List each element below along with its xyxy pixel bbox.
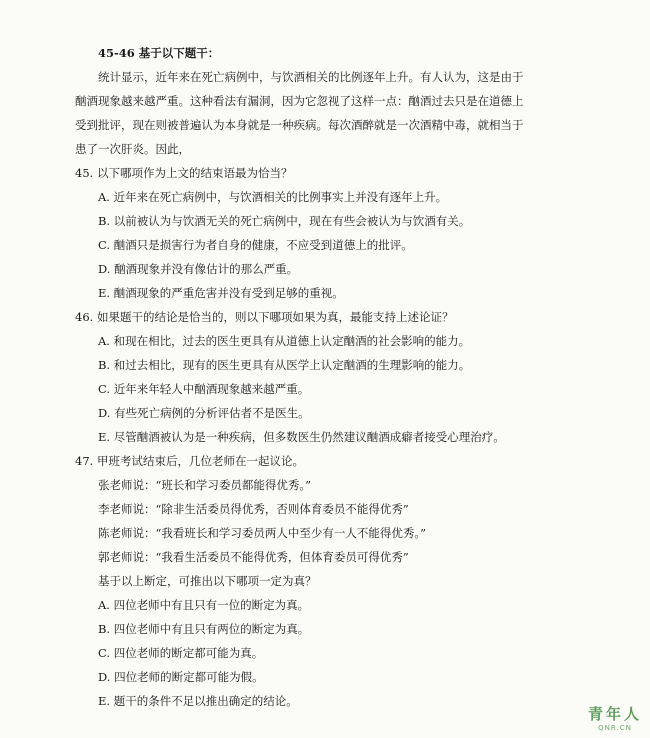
passage-line: 患了一次肝炎。因此， <box>75 142 190 156</box>
q47-option-d: D. 四位老师的断定都可能为假。 <box>98 670 264 684</box>
passage-line: 统计显示，近年来在死亡病例中，与饮酒相关的比例逐年上升。有人认为，这是由于 <box>98 70 524 84</box>
q46-option-a: A. 和现在相比，过去的医生更具有从道德上认定酗酒的社会影响的能力。 <box>98 334 471 348</box>
question-group-header: 45-46 基于以下题干： <box>98 46 220 60</box>
q47-statement: 陈老师说：“我看班长和学习委员两人中至少有一人不能得优秀。” <box>98 526 427 540</box>
watermark-main: 青年人 <box>587 705 642 723</box>
question-46-stem: 46. 如果题干的结论是恰当的，则以下哪项如果为真，最能支持上述论证？ <box>75 310 454 324</box>
q47-statement: 李老师说：“除非生活委员得优秀，否则体育委员不能得优秀” <box>98 502 409 516</box>
q47-question: 基于以上断定，可推出以下哪项一定为真？ <box>98 574 317 588</box>
question-45-stem: 45. 以下哪项作为上文的结束语最为恰当？ <box>75 166 293 180</box>
q47-option-c: C. 四位老师的断定都可能为真。 <box>98 646 264 660</box>
q45-option-e: E. 酗酒现象的严重危害并没有受到足够的重视。 <box>98 286 344 300</box>
site-watermark <box>588 703 642 732</box>
q47-option-a: A. 四位老师中有且只有一位的断定为真。 <box>98 598 310 612</box>
q45-option-d: D. 酗酒现象并没有像估计的那么严重。 <box>98 262 299 276</box>
q47-statement: 张老师说：“班长和学习委员都能得优秀。” <box>98 478 312 492</box>
q47-option-e: E. 题干的条件不足以推出确定的结论。 <box>98 694 298 708</box>
q47-statement: 郭老师说：“我看生活委员不能得优秀，但体育委员可得优秀” <box>98 550 409 564</box>
q46-option-c: C. 近年来年轻人中酗酒现象越来越严重。 <box>98 382 310 396</box>
q46-option-b: B. 和过去相比，现有的医生更具有从医学上认定酗酒的生理影响的能力。 <box>98 358 471 372</box>
q47-option-b: B. 四位老师中有且只有两位的断定为真。 <box>98 622 310 636</box>
passage-line: 酗酒现象越来越严重。这种看法有漏洞，因为它忽视了这样一点：酗酒过去只是在道德上 <box>75 94 524 108</box>
passage-line: 受到批评，现在则被普遍认为本身就是一种疾病。每次酒醉就是一次酒精中毒，就相当于 <box>75 118 524 132</box>
watermark-sub: QNR.CN <box>598 724 632 732</box>
q45-option-b: B. 以前被认为与饮酒无关的死亡病例中，现在有些会被认为与饮酒有关。 <box>98 214 471 228</box>
q45-option-c: C. 酗酒只是损害行为者自身的健康，不应受到道德上的批评。 <box>98 238 413 252</box>
q46-option-d: D. 有些死亡病例的分析评估者不是医生。 <box>98 406 310 420</box>
q46-option-e: E. 尽管酗酒被认为是一种疾病，但多数医生仍然建议酗酒成癖者接受心理治疗。 <box>98 430 505 444</box>
question-47-stem: 47. 甲班考试结束后，几位老师在一起议论。 <box>75 454 304 468</box>
q45-option-a: A. 近年来在死亡病例中，与饮酒相关的比例事实上并没有逐年上升。 <box>98 190 448 204</box>
